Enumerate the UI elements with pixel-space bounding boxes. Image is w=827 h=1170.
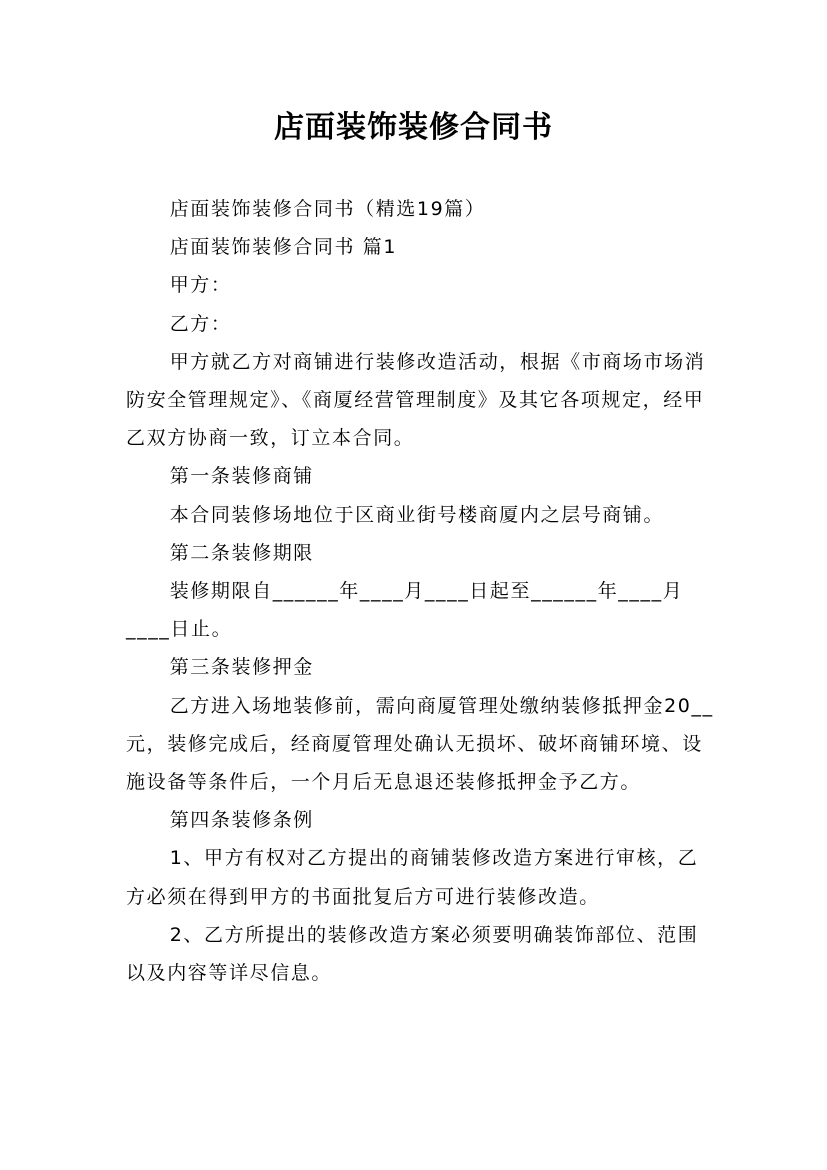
- paragraph-section-heading: 店面装饰装修合同书 篇1: [169, 236, 398, 259]
- paragraph-article-1-body: 本合同装修场地位于区商业街号楼商厦内之层号商铺。: [169, 503, 665, 526]
- paragraph-article-3-heading: 第三条装修押金: [169, 656, 314, 679]
- document-body: [126, 190, 716, 992]
- document-title: 店面装饰装修合同书: [274, 110, 553, 145]
- paragraph-party-b: 乙方：: [169, 312, 232, 335]
- paragraph-article-3-body: 乙方进入场地装修前，需向商厦管理处缴纳装修抵押金20__元，装修完成后，经商厦管理处确认无损坏、破坏商铺环境、设施设备等条件后，一个月后无息退还装修抵押金予乙方。: [126, 694, 714, 794]
- paragraph-article-4-item-1: 1、甲方有权对乙方提出的商铺装修改造方案进行审核，乙方必须在得到甲方的书面批复后方可进行装修改造。: [126, 847, 699, 908]
- paragraph-article-2-heading: 第二条装修期限: [169, 541, 314, 564]
- paragraph-article-1-heading: 第一条装修商铺: [169, 465, 314, 488]
- paragraph-article-4-heading: 第四条装修条例: [169, 809, 314, 832]
- paragraph-subtitle: 店面装饰装修合同书（精选19篇）: [169, 198, 486, 220]
- paragraph-article-2-body: 装修期限自______年____月____日起至______年____月____日止。: [126, 580, 684, 641]
- paragraph-party-a: 甲方：: [169, 274, 232, 297]
- paragraph-article-4-item-2: 2、乙方所提出的装修改造方案必须要明确装饰部位、范围以及内容等详尽信息。: [126, 923, 699, 985]
- paragraph-preamble: 甲方就乙方对商铺进行装修改造活动，根据《市商场市场消防安全管理规定》、《商厦经营管理制度》及其它各项规定，经甲乙双方协商一致，订立本合同。: [126, 350, 706, 450]
